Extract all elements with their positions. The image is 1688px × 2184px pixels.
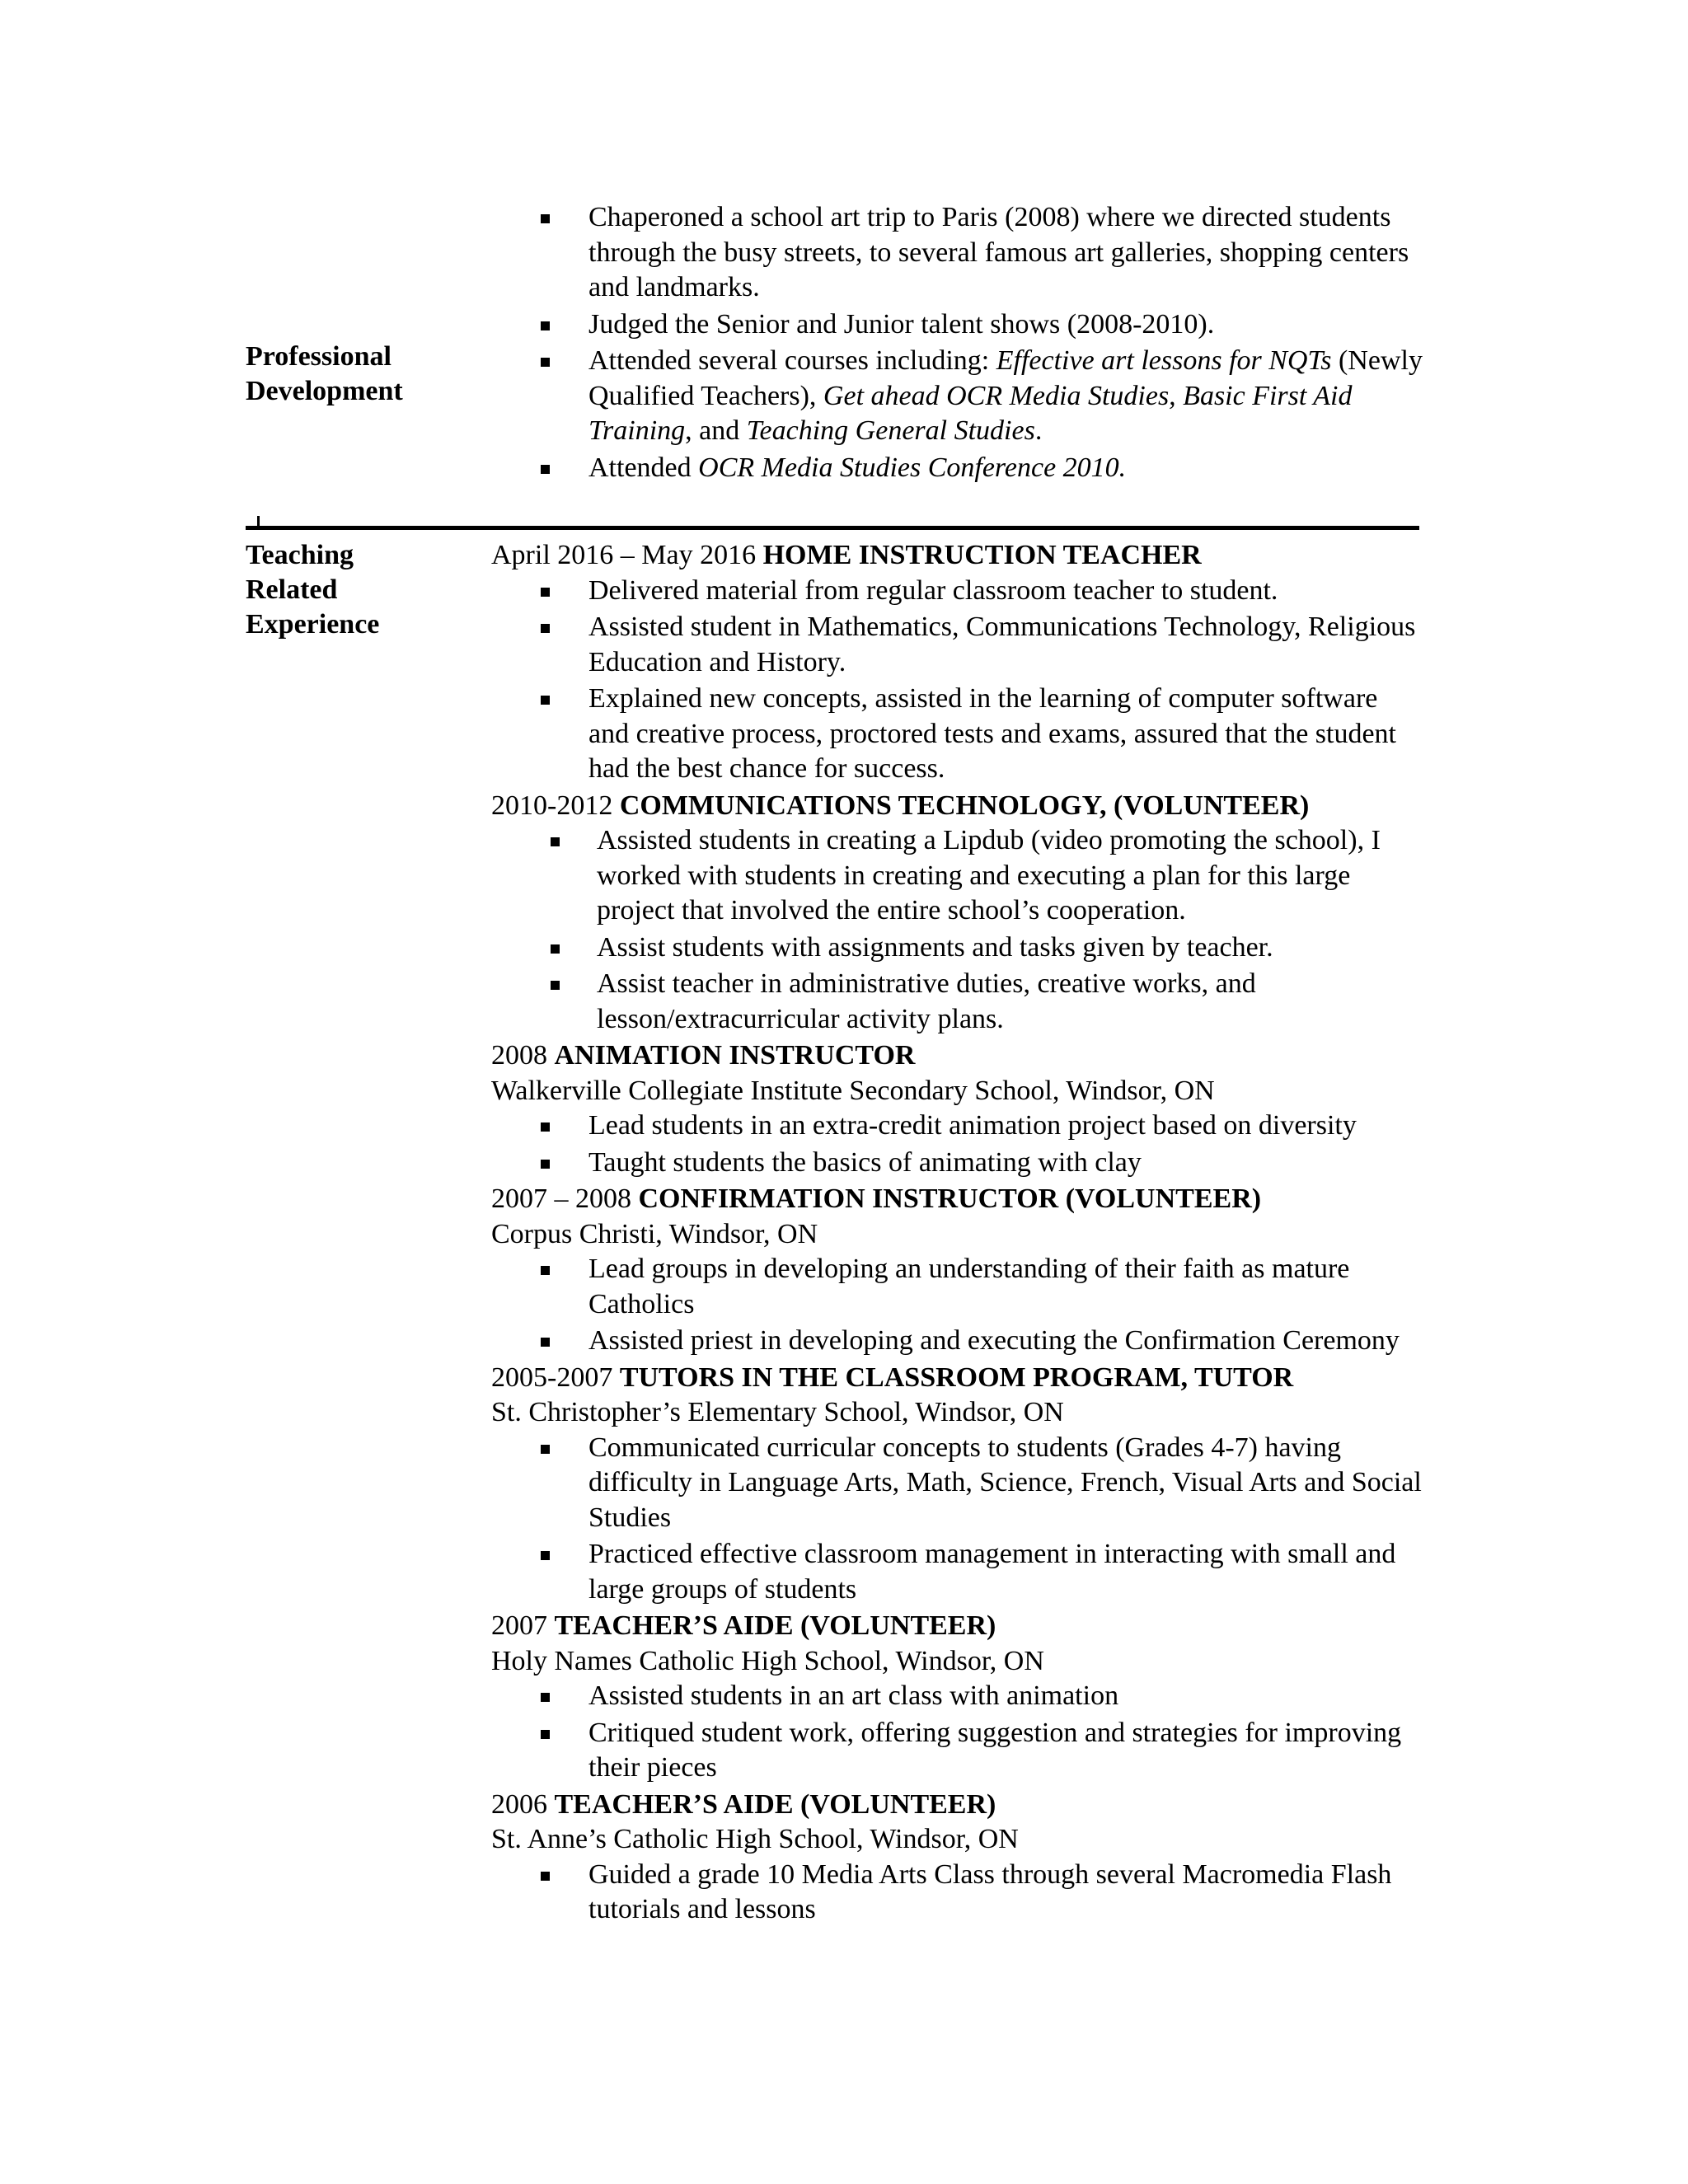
- label-line: Teaching: [246, 540, 354, 570]
- job-organization: Holy Names Catholic High School, Windsor, ON: [491, 1645, 1044, 1676]
- job-bullet: Assisted students in an art class with animation: [491, 1679, 1423, 1714]
- divider-tick: [257, 516, 260, 529]
- section-divider: [246, 526, 1419, 530]
- job-title: CONFIRMATION INSTRUCTOR (VOLUNTEER): [638, 1183, 1262, 1214]
- job-heading: [491, 1038, 1423, 1074]
- italic-title: Get ahead OCR Media Studies, Basic First Aid Training: [588, 380, 1353, 446]
- job-date: 2005-2007: [491, 1361, 620, 1393]
- professional-development-section: [491, 200, 1423, 487]
- job-bullet-list: [491, 574, 1423, 787]
- job-bullet: Explained new concepts, assisted in the learning of computer software and creative process, proctored tests and exams, assured that the student had the best chance for success.: [491, 682, 1423, 787]
- job-bullet: Practiced effective classroom management in interacting with small and large groups of students: [491, 1537, 1423, 1607]
- job-bullet: Critiqued student work, offering suggestion and strategies for improving their pieces: [491, 1716, 1423, 1786]
- italic-title: Effective art lessons for NQTs: [996, 345, 1332, 376]
- job-heading: [491, 1182, 1423, 1217]
- job-bullet-list: [491, 1252, 1423, 1359]
- label-line: Professional: [246, 341, 392, 372]
- text-span: , and: [685, 415, 747, 446]
- job-bullet: Communicated curricular concepts to students (Grades 4-7) having difficulty in Language Arts, Math, Science, French, Visual Arts and Social Studies: [491, 1431, 1423, 1536]
- job-heading: [491, 789, 1423, 824]
- job-bullet-list: [491, 1679, 1423, 1786]
- text-span: Judged the Senior and Junior talent shows (2008-2010).: [588, 308, 1215, 340]
- job-organization: St. Christopher’s Elementary School, Windsor, ON: [491, 1397, 1064, 1427]
- job-title: TEACHER’S AIDE (VOLUNTEER): [554, 1610, 996, 1641]
- italic-title: Teaching General Studies: [746, 415, 1035, 446]
- job-heading: [491, 1609, 1423, 1644]
- text-span: Chaperoned a school art trip to Paris (2008) where we directed students through the busy streets, to several famous art galleries, shopping centers and landmarks.: [588, 202, 1409, 302]
- text-span: (Newly Qualified Teachers),: [588, 345, 1423, 411]
- job-bullet: Delivered material from regular classroom teacher to student.: [491, 574, 1423, 609]
- job-bullet: Taught students the basics of animating with clay: [491, 1146, 1423, 1181]
- teaching-experience-section: [491, 538, 1423, 1929]
- job-bullet-list: [491, 1108, 1423, 1180]
- pd-item: [491, 307, 1423, 343]
- job-title: COMMUNICATIONS TECHNOLOGY, (VOLUNTEER): [619, 790, 1310, 821]
- job-heading: [491, 538, 1423, 574]
- job-bullet: Assisted student in Mathematics, Communications Technology, Religious Education and History.: [491, 610, 1423, 680]
- text-span: .: [1034, 415, 1043, 446]
- teaching-experience-label: [246, 538, 379, 642]
- job-title: TUTORS IN THE CLASSROOM PROGRAM, TUTOR: [619, 1361, 1294, 1393]
- pd-item: [491, 200, 1423, 306]
- job-date: 2010-2012: [491, 790, 620, 821]
- label-line: Development: [246, 376, 403, 406]
- job-bullet: Guided a grade 10 Media Arts Class through several Macromedia Flash tutorials and lessons: [491, 1858, 1423, 1928]
- job-bullet: Lead groups in developing an understanding of their faith as mature Catholics: [491, 1252, 1423, 1322]
- pd-item: [491, 451, 1423, 486]
- label-line: Experience: [246, 609, 380, 640]
- job-bullet: Assist students with assignments and tasks given by teacher.: [491, 930, 1423, 966]
- job-bullet: Assist teacher in administrative duties, creative works, and lesson/extracurricular activity plans.: [491, 967, 1423, 1037]
- job-bullet-list: [491, 1858, 1423, 1928]
- job-heading: [491, 1361, 1423, 1396]
- job-organization: Walkerville Collegiate Institute Secondary School, Windsor, ON: [491, 1075, 1215, 1106]
- job-date: 2006: [491, 1788, 555, 1820]
- job-bullet-list: [491, 1431, 1423, 1608]
- job-date: 2007: [491, 1610, 555, 1641]
- job-bullet: Lead students in an extra-credit animation project based on diversity: [491, 1108, 1423, 1144]
- job-title: TEACHER’S AIDE (VOLUNTEER): [554, 1788, 996, 1820]
- pd-item: [491, 344, 1423, 449]
- job-date: April 2016 – May 2016: [491, 540, 763, 570]
- job-bullet: Assisted priest in developing and executing the Confirmation Ceremony: [491, 1324, 1423, 1359]
- label-line: Related: [246, 574, 338, 605]
- job-date: 2007 – 2008: [491, 1183, 639, 1214]
- professional-development-label: [246, 340, 403, 409]
- job-date: 2008: [491, 1040, 555, 1071]
- job-title: HOME INSTRUCTION TEACHER: [762, 540, 1202, 570]
- professional-development-list: [491, 200, 1423, 485]
- job-title: ANIMATION INSTRUCTOR: [554, 1040, 916, 1071]
- text-span: Attended: [588, 452, 699, 483]
- job-organization: Corpus Christi, Windsor, ON: [491, 1218, 818, 1249]
- job-heading: [491, 1788, 1423, 1823]
- text-span: Attended several courses including:: [588, 345, 996, 376]
- job-organization: St. Anne’s Catholic High School, Windsor, ON: [491, 1824, 1019, 1854]
- italic-title: OCR Media Studies Conference 2010.: [698, 452, 1127, 483]
- job-bullet-list: [491, 823, 1423, 1037]
- job-bullet: Assisted students in creating a Lipdub (video promoting the school), I worked with students in creating and executing a plan for this large project that involved the entire school’s cooperation.: [491, 823, 1423, 929]
